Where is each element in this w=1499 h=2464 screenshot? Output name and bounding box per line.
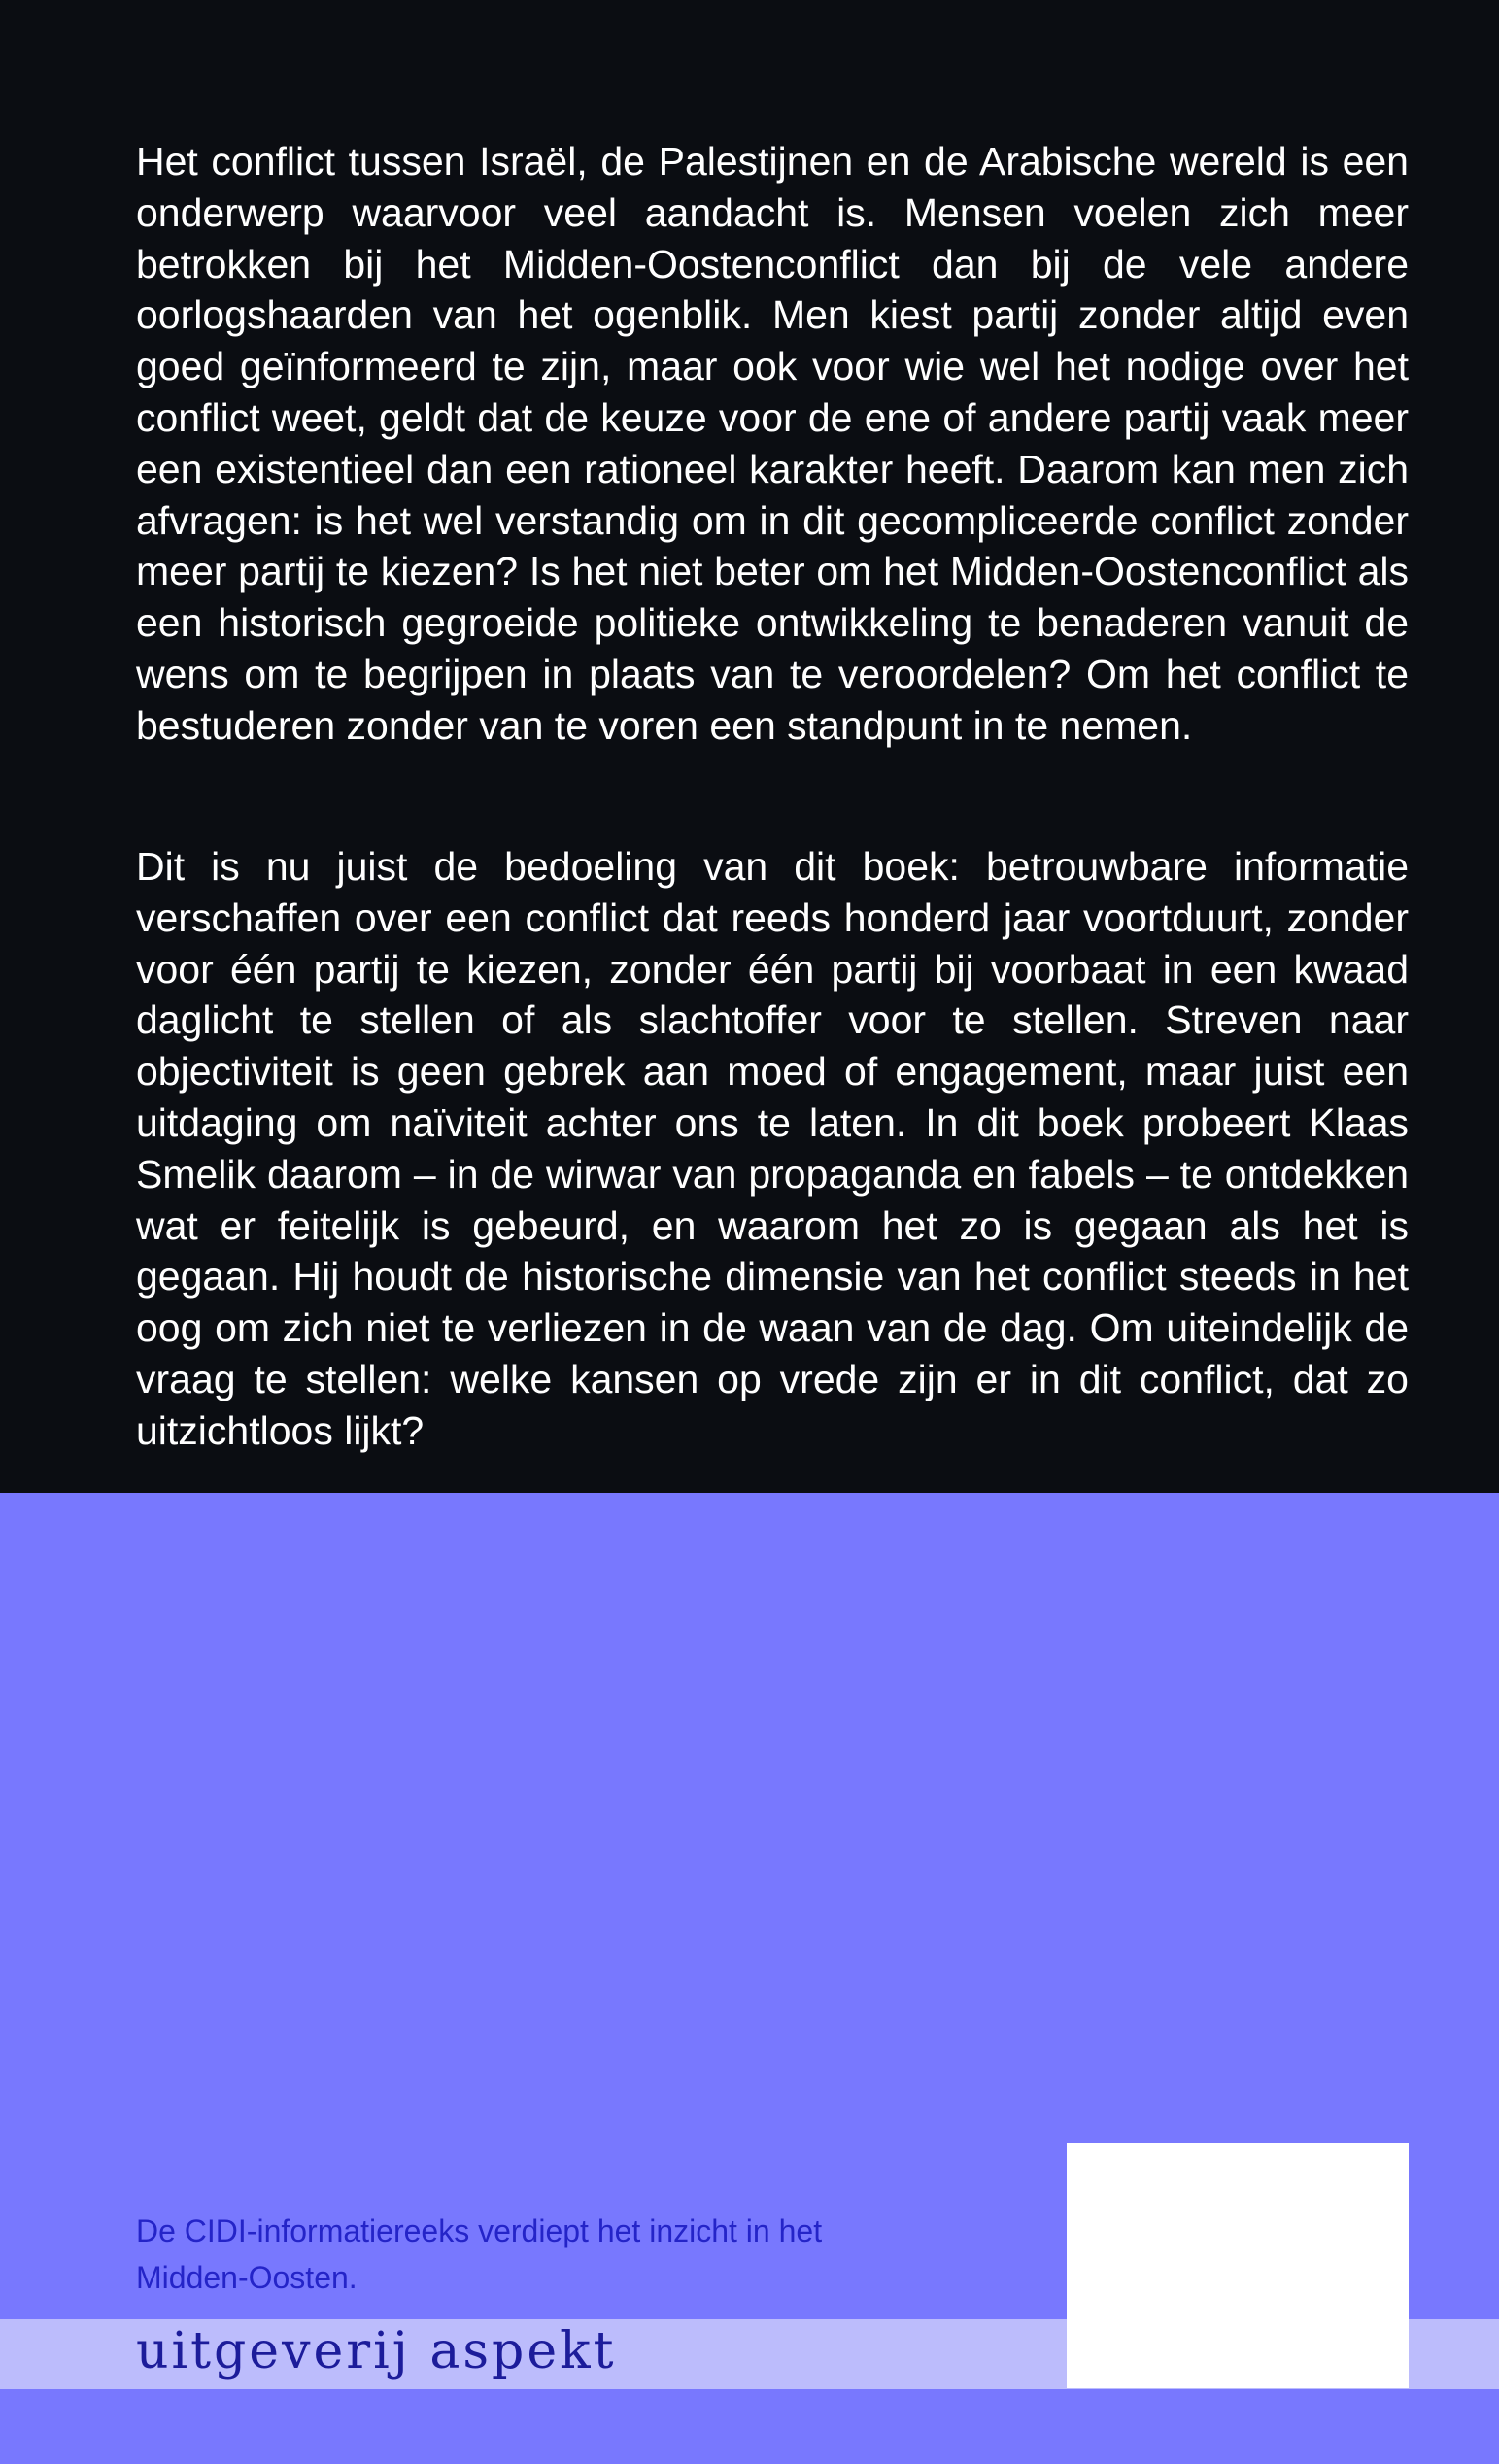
publisher-logo-text: uitgeverij aspekt (136, 2322, 617, 2380)
blurb-paragraph-2: Dit is nu juist de bedoeling van dit boek: betrouwbare informatie verschaffen over een conflict dat reeds honderd jaar voortduurt, zonder voor één partij te kiezen, zonder één partij bij voorbaat in een kwaad daglicht te stellen of als slachtoffer voor te stellen. Streven naar objectiviteit is geen gebrek aan moed of engagement, maar juist een uitdaging om naïviteit achter ons te laten. In dit boek probeert Klaas Smelik daarom – in de wirwar van propaganda en fabels – te ontdekken wat er feitelijk is gebeurd, en waarom het zo is gegaan als het is gegaan. Hij houdt de historische dimensie van het conflict steeds in het oog om zich niet te verliezen in de waan van de dag. Om uiteindelijk de vraag te stellen: welke kansen op vrede zijn er in dit conflict, dat zo uitzichtloos lijkt? (136, 844, 1409, 1453)
series-description: De CIDI-informatiereeks verdiept het inzicht in het Midden-Oosten. (136, 2213, 823, 2295)
blurb-paragraph-1: Het conflict tussen Israël, de Palestijnen en de Arabische wereld is een onderwerp waarvoor veel aandacht is. Mensen voelen zich meer betrokken bij het Midden-Oostenconflict dan bij de vele andere oorlogshaarden van het ogenblik. Men kiest partij zonder altijd even goed geïnformeerd te zijn, maar ook voor wie wel het nodige over het conflict weet, geldt dat de keuze voor de ene of andere partij vaak meer een existentieel dan een rationeel karakter heeft. Daarom kan men zich afvragen: is het wel verstandig om in dit gecompliceerde conflict zonder meer partij te kiezen? Is het niet beter om het Midden-Oostenconflict als een historisch gegroeide politieke ontwikkeling te benaderen vanuit de wens om te begrijpen in plaats van te veroordelen? Om het conflict te bestuderen zonder van te voren een standpunt in te nemen. (136, 139, 1409, 748)
barcode-area (1067, 2143, 1409, 2388)
